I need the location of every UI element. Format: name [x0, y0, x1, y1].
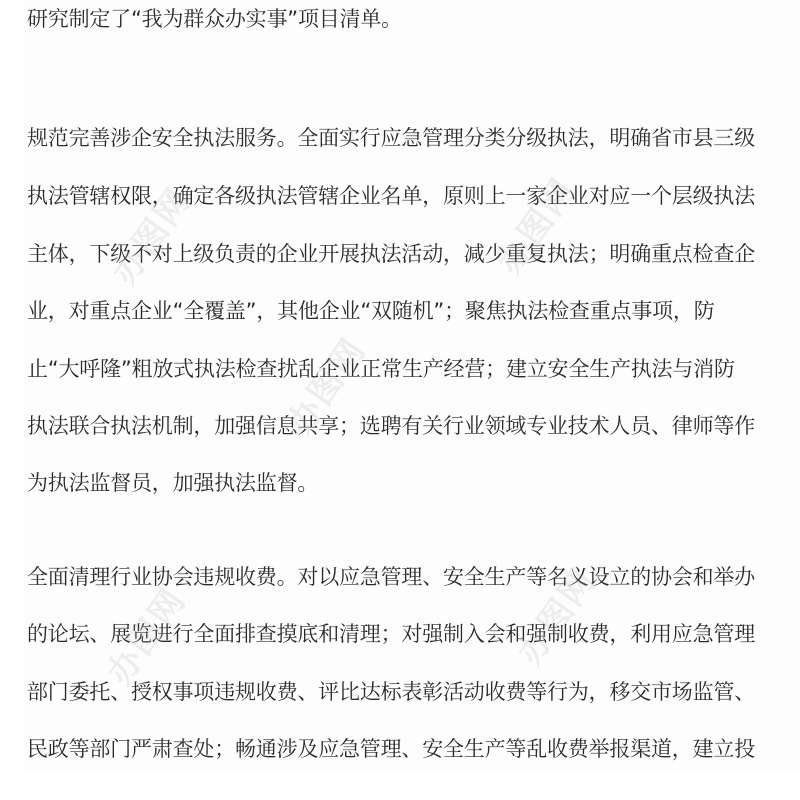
- watermark: 办图网: [509, 560, 605, 673]
- paragraph-2-line-5: 止“大呼隆”粗放式执法检查扰乱企业正常生产经营；建立安全生产执法与消防: [27, 357, 735, 381]
- paragraph-3-line-4: 民政等部门严肃查处；畅通涉及应急管理、安全生产等乱收费举报渠道，建立投: [27, 737, 755, 761]
- paragraph-2-line-4: 业，对重点企业“全覆盖”，其他企业“双随机”；聚焦执法检查重点事项，防: [27, 299, 715, 323]
- paragraph-2-line-6: 执法联合执法机制，加强信息共享；选聘有关行业领域专业技术人员、律师等作: [27, 414, 755, 438]
- content-panel: [24, 0, 800, 770]
- watermark: 办图网: [99, 580, 195, 693]
- watermark: 办图网: [279, 330, 375, 443]
- paragraph-3-line-1: 全面清理行业协会违规收费。对以应急管理、安全生产等名义设立的协会和举办: [27, 565, 755, 589]
- paragraph-2-line-3: 主体，下级不对上级负责的企业开展执法活动，减少重复执法；明确重点检查企: [27, 242, 755, 266]
- paragraph-3-line-2: 的论坛、展览进行全面排查摸底和清理；对强制入会和强制收费，利用应急管理: [27, 622, 755, 646]
- watermark: 办图网: [489, 170, 585, 283]
- paragraph-1-line-1: 研究制定了“我为群众办实事”项目清单。: [27, 7, 402, 31]
- paragraph-2-line-1: 规范完善涉企安全执法服务。全面实行应急管理分类分级执法，明确省市县三级: [27, 126, 755, 150]
- paragraph-3-line-3: 部门委托、授权事项违规收费、评比达标表彰活动收费等行为，移交市场监管、: [27, 680, 755, 704]
- paragraph-2-line-7: 为执法监督员，加强执法监督。: [27, 471, 319, 495]
- paragraph-2-line-2: 执法管辖权限，确定各级执法管辖企业名单，原则上一家企业对应一个层级执法: [27, 184, 755, 208]
- watermark: 办图网: [104, 180, 200, 293]
